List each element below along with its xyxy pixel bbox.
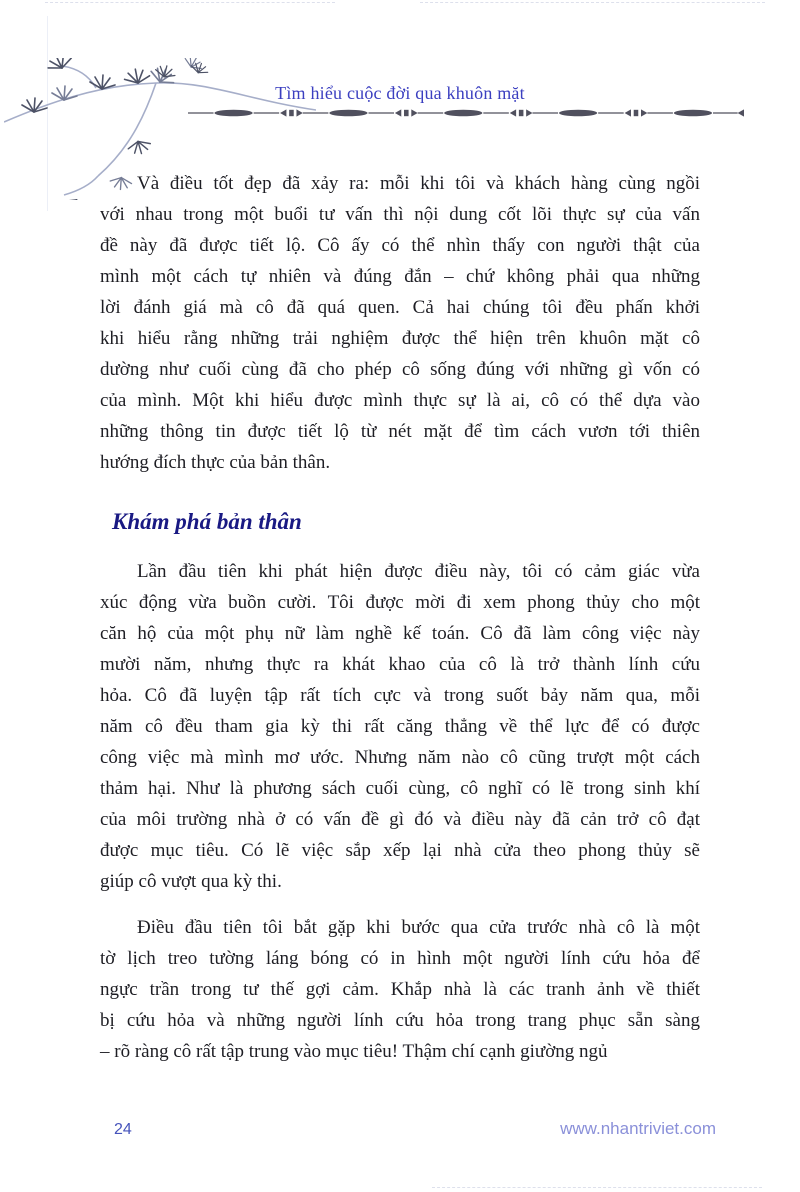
text-line: căn hộ của một phụ nữ làm nghề kế toán. Cô đã làm công việc này <box>100 623 700 644</box>
text-line: với nhau trong một buổi tư vấn thì nội dung cốt lõi thực sự của vấn <box>100 204 700 225</box>
text-line: những thông tin được tiết lộ từ nét mặt để tìm cách vươn tới thiên <box>100 421 700 442</box>
scan-artifact-line <box>45 2 335 3</box>
text-line: của môi trường nhà ở có vấn đề gì đó và điều này đã cản trở cô đạt <box>100 809 700 830</box>
page-content <box>100 168 700 1067</box>
text-line: được mục tiêu. Có lẽ việc sắp xếp lại nhà cửa theo phong thủy sẽ <box>100 840 700 861</box>
paragraph-3 <box>100 912 700 1067</box>
text-line: Điều đầu tiên tôi bắt gặp khi bước qua cửa trước nhà cô là một <box>137 917 700 938</box>
text-line: năm cô đều tham gia kỳ thi rất căng thẳng về thể lực để có được <box>100 716 700 737</box>
text-line: dường như cuối cùng đã cho phép cô sống đúng với những gì vốn có <box>100 359 700 380</box>
paragraph-1 <box>100 168 700 478</box>
scan-artifact-line <box>420 2 765 3</box>
website-url: www.nhantriviet.com <box>560 1119 716 1138</box>
text-line: ngực trần trong tư thế gợi cảm. Khắp nhà là các tranh ảnh về thiết <box>100 979 700 1000</box>
text-line: xúc động vừa buồn cười. Tôi được mời đi xem phong thủy cho một <box>100 592 700 613</box>
text-line: tờ lịch treo tường láng bóng có in hình một người lính cứu hỏa để <box>100 948 700 969</box>
page-number: 24 <box>114 1121 132 1138</box>
text-line: giúp cô vượt qua kỳ thi. <box>100 871 282 892</box>
text-line: lời đánh giá mà cô đã quá quen. Cả hai chúng tôi đều phấn khởi <box>100 297 700 318</box>
text-line: hỏa. Cô đã luyện tập rất tích cực và trong suốt bảy năm qua, mỗi <box>100 685 700 706</box>
text-line: Và điều tốt đẹp đã xảy ra: mỗi khi tôi và khách hàng cùng ngồi <box>137 173 700 194</box>
text-line: hướng đích thực của bản thân. <box>100 452 331 473</box>
text-line: đề này đã được tiết lộ. Cô ấy có thể nhìn thấy con người thật của <box>100 235 700 256</box>
text-line: công việc mà mình mơ ước. Nhưng năm nào cô cũng trượt một cách <box>100 747 700 768</box>
text-line: bị cứu hỏa và những người lính cứu hỏa trong trang phục sẵn sàng <box>100 1010 700 1031</box>
text-line: Lần đầu tiên khi phát hiện được điều này, tôi có cảm giác vừa <box>137 561 700 582</box>
scan-artifact-line <box>432 1187 762 1188</box>
section-heading: Khám phá bản thân <box>112 509 302 534</box>
text-line: mình một cách tự nhiên và đúng đắn – chứ không phải qua những <box>100 266 700 287</box>
ornament-divider-icon <box>188 106 744 120</box>
running-header-title: Tìm hiểu cuộc đời qua khuôn mặt <box>275 83 525 103</box>
text-line: khi hiểu rằng những trải nghiệm được thể hiện trên khuôn mặt cô <box>100 328 700 349</box>
text-line: thảm hại. Như là phương sách cuối cùng, cô nghĩ có lẽ trong sinh khí <box>100 778 700 799</box>
text-line: mười năm, nhưng thực ra khát khao của cô là trở thành lính cứu <box>100 654 700 675</box>
text-line: của mình. Một khi hiểu được mình thực sự là ai, cô có thể dựa vào <box>100 390 700 411</box>
text-line: – rõ ràng cô rất tập trung vào mục tiêu! Thậm chí cạnh giường ngủ <box>100 1041 608 1062</box>
paragraph-2 <box>100 556 700 897</box>
